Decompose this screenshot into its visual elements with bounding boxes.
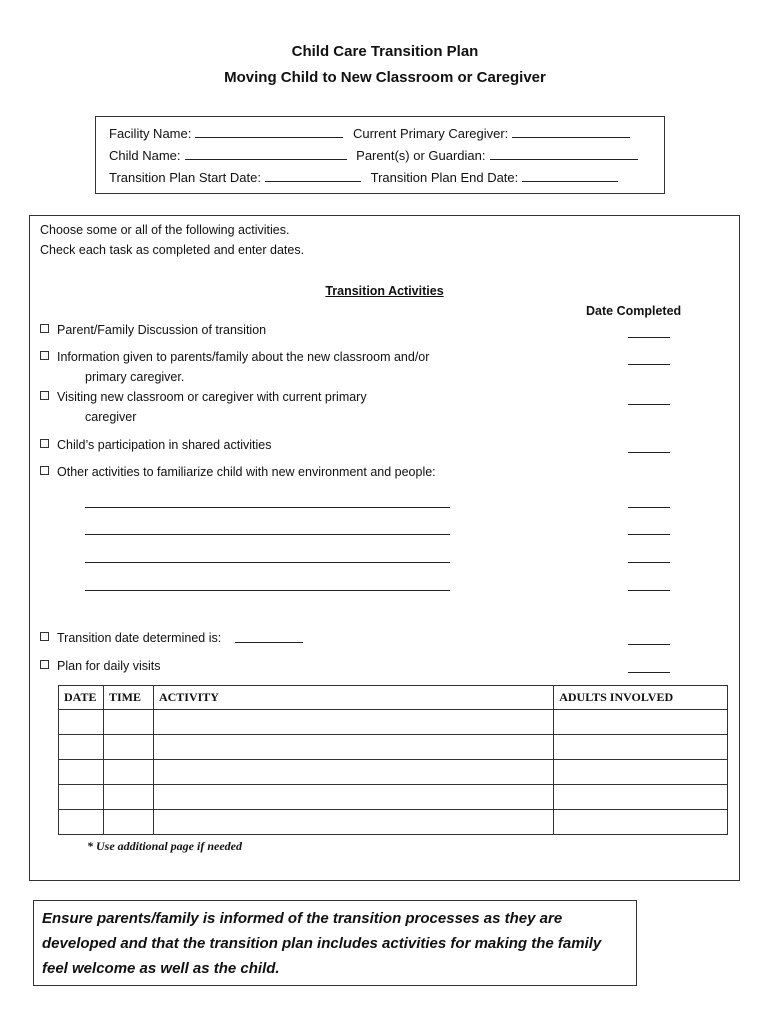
table-row	[59, 785, 728, 810]
checkbox[interactable]	[40, 466, 49, 475]
other-activity-line[interactable]	[85, 562, 450, 563]
table-cell[interactable]	[103, 735, 153, 760]
task-label: Transition date determined is:	[57, 631, 222, 645]
column-header-time: TIME	[103, 686, 153, 710]
child-name-label: Child Name:	[109, 148, 181, 163]
task-label: Child’s participation in shared activities	[57, 438, 272, 452]
end-date-label: Transition Plan End Date:	[370, 170, 519, 185]
primary-caregiver-field[interactable]	[512, 125, 630, 138]
table-cell[interactable]	[153, 810, 553, 835]
checkbox[interactable]	[40, 324, 49, 333]
date-line[interactable]	[628, 672, 670, 673]
task-label: Plan for daily visits	[57, 659, 161, 673]
checkbox[interactable]	[40, 391, 49, 400]
table-cell[interactable]	[554, 810, 728, 835]
table-cell[interactable]	[153, 710, 553, 735]
date-line[interactable]	[628, 534, 670, 535]
date-line[interactable]	[628, 452, 670, 453]
table-cell[interactable]	[554, 710, 728, 735]
start-date-field[interactable]	[265, 169, 361, 182]
table-cell[interactable]	[59, 760, 104, 785]
date-line[interactable]	[628, 337, 670, 338]
parent-guardian-field[interactable]	[490, 147, 638, 160]
table-cell[interactable]	[153, 760, 553, 785]
table-cell[interactable]	[554, 760, 728, 785]
end-date-field[interactable]	[522, 169, 618, 182]
table-row	[59, 710, 728, 735]
table-cell[interactable]	[103, 760, 153, 785]
parent-guardian-label: Parent(s) or Guardian:	[356, 148, 486, 163]
table-cell[interactable]	[103, 810, 153, 835]
column-header-adults: ADULTS INVOLVED	[554, 686, 728, 710]
facility-name-label: Facility Name:	[109, 126, 192, 141]
info-row-3	[109, 169, 618, 185]
other-activity-line[interactable]	[85, 507, 450, 508]
table-cell[interactable]	[153, 735, 553, 760]
section-title: Transition Activities	[325, 284, 444, 298]
instruction-1: Choose some or all of the following activities.	[40, 223, 290, 237]
table-header-row	[59, 686, 728, 710]
info-row-1	[109, 125, 630, 141]
column-header-date: DATE	[59, 686, 104, 710]
family-welcome-text: Ensure parents/family is informed of the transition processes as they are developed and that the transition plan includes activities for making the family feel welcome as well as the child.	[42, 910, 602, 977]
task-daily-visits	[40, 659, 161, 673]
task-shared-activities	[40, 438, 271, 452]
date-completed-header: Date Completed	[586, 304, 682, 318]
checkbox[interactable]	[40, 439, 49, 448]
table-cell[interactable]	[103, 785, 153, 810]
table-cell[interactable]	[554, 735, 728, 760]
form-subtitle: Moving Child to New Classroom or Caregiver	[224, 69, 546, 86]
checkbox[interactable]	[40, 660, 49, 669]
task-visiting-classroom	[40, 390, 367, 404]
task-label: Parent/Family Discussion of transition	[57, 323, 267, 337]
form-title: Child Care Transition Plan	[291, 43, 479, 60]
date-line[interactable]	[628, 404, 670, 405]
date-line[interactable]	[628, 364, 670, 365]
table-cell[interactable]	[554, 785, 728, 810]
checkbox[interactable]	[40, 351, 49, 360]
checkbox[interactable]	[40, 632, 49, 641]
instruction-2: Check each task as completed and enter dates.	[40, 243, 305, 257]
info-row-2	[109, 147, 638, 163]
table-row	[59, 735, 728, 760]
table-cell[interactable]	[153, 785, 553, 810]
table-row	[59, 760, 728, 785]
task-continuation: primary caregiver.	[85, 370, 185, 384]
table-cell[interactable]	[59, 785, 104, 810]
table-cell[interactable]	[59, 710, 104, 735]
task-transition-date	[40, 631, 303, 645]
daily-visits-table	[58, 685, 728, 835]
date-line[interactable]	[628, 562, 670, 563]
start-date-label: Transition Plan Start Date:	[109, 170, 261, 185]
table-cell[interactable]	[103, 710, 153, 735]
task-label: Visiting new classroom or caregiver with current primary	[57, 390, 367, 404]
table-row	[59, 810, 728, 835]
primary-caregiver-label: Current Primary Caregiver:	[352, 126, 509, 141]
other-activity-line[interactable]	[85, 590, 450, 591]
task-label: Information given to parents/family about the new classroom and/or	[57, 350, 430, 364]
facility-name-field[interactable]	[195, 125, 343, 138]
activities-box	[29, 215, 740, 881]
transition-date-field[interactable]	[235, 642, 303, 643]
child-name-field[interactable]	[185, 147, 347, 160]
task-other-activities	[40, 465, 436, 479]
date-line[interactable]	[628, 644, 670, 645]
task-parent-discussion	[40, 323, 266, 337]
info-box	[95, 116, 665, 194]
family-welcome-note	[33, 900, 637, 986]
other-activity-line[interactable]	[85, 534, 450, 535]
column-header-activity: ACTIVITY	[153, 686, 553, 710]
date-line[interactable]	[628, 590, 670, 591]
table-cell[interactable]	[59, 810, 104, 835]
additional-page-note: * Use additional page if needed	[87, 839, 242, 853]
task-information-given	[40, 350, 429, 364]
table-cell[interactable]	[59, 735, 104, 760]
task-label: Other activities to familiarize child with new environment and people:	[57, 465, 436, 479]
task-continuation: caregiver	[85, 410, 137, 424]
date-line[interactable]	[628, 507, 670, 508]
